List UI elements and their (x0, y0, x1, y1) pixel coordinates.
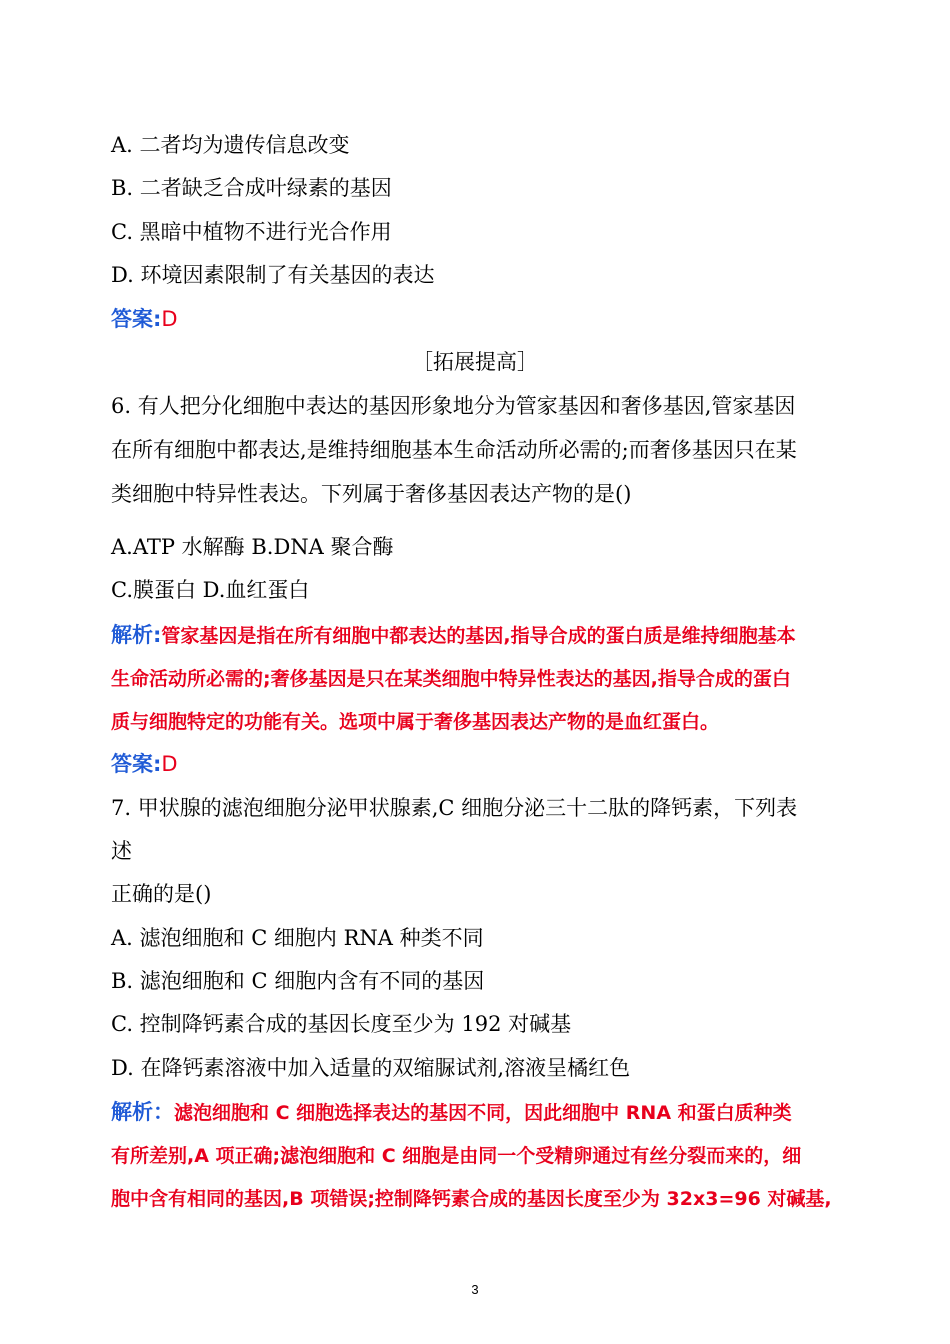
q5-answer-sep: : (153, 307, 162, 331)
q7-option-b: B. 滤泡细胞和 C 细胞内含有不同的基因 (111, 969, 485, 993)
q5-answer-value: D (161, 307, 178, 331)
q5-answer-label: 答案 (111, 307, 153, 331)
q6-analysis-label: 解析 (111, 623, 153, 647)
q7-option-a: A. 滤泡细胞和 C 细胞内 RNA 种类不同 (111, 926, 484, 950)
q5-option-c: C. 黑暗中植物不进行光合作用 (111, 220, 392, 244)
q6-option-cd: C.膜蛋白 D.血红蛋白 (111, 578, 310, 602)
q6-analysis-line-3: 质与细胞特定的功能有关。选项中属于奢侈基因表达产物的是血红蛋白。 (111, 711, 720, 733)
q6-stem-line-1: 6. 有人把分化细胞中表达的基因形象地分为管家基因和奢侈基因,管家基因 (111, 394, 796, 418)
q5-option-b: B. 二者缺乏合成叶绿素的基因 (111, 176, 392, 200)
q6-analysis-sep: : (153, 623, 162, 647)
q6-analysis-line-2: 生命活动所必需的;奢侈基因是只在某类细胞中特异性表达的基因,指导合成的蛋白 (111, 668, 791, 690)
q5-option-a: A. 二者均为遗传信息改变 (111, 133, 350, 157)
q7-analysis-label: 解析 (111, 1100, 153, 1124)
q7-stem-line-2: 述 (111, 839, 132, 863)
q6-answer (111, 751, 178, 777)
q6-analysis-text-1: 管家基因是指在所有细胞中都表达的基因,指导合成的蛋白质是维持细胞基本 (161, 625, 796, 647)
q7-analysis-sep: ： (153, 1100, 174, 1124)
q6-analysis-line-1 (111, 622, 796, 649)
q6-option-ab: A.ATP 水解酶 B.DNA 聚合酶 (111, 535, 394, 559)
q7-option-c: C. 控制降钙素合成的基因长度至少为 192 对碱基 (111, 1012, 572, 1036)
q6-answer-value: D (161, 752, 178, 776)
q7-analysis-line-3: 胞中含有相同的基因,B 项错误;控制降钙素合成的基因长度至少为 32x3=96 对碱基, (111, 1188, 832, 1210)
q7-stem-line-3: 正确的是() (111, 882, 212, 906)
page-number: 3 (471, 1282, 479, 1297)
q7-analysis-line-2: 有所差别,A 项正确;滤泡细胞和 C 细胞是由同一个受精卵通过有丝分裂而来的，细 (111, 1145, 802, 1167)
q5-answer (111, 306, 178, 332)
q5-option-d: D. 环境因素限制了有关基因的表达 (111, 263, 435, 287)
q7-stem-line-1: 7. 甲状腺的滤泡细胞分泌甲状腺素,C 细胞分泌三十二肽的降钙素，下列表 (111, 796, 798, 820)
section-title: ［拓展提高］ (412, 350, 538, 374)
q7-analysis-text-1: 滤泡细胞和 C 细胞选择表达的基因不同，因此细胞中 RNA 和蛋白质种类 (174, 1102, 792, 1124)
q6-stem-line-3: 类细胞中特异性表达。下列属于奢侈基因表达产物的是() (111, 482, 632, 506)
q6-stem-line-2: 在所有细胞中都表达,是维持细胞基本生命活动所必需的;而奢侈基因只在某 (111, 438, 797, 462)
q6-answer-sep: : (153, 752, 162, 776)
q7-analysis-line-1 (111, 1099, 792, 1126)
q7-option-d: D. 在降钙素溶液中加入适量的双缩脲试剂,溶液呈橘红色 (111, 1056, 631, 1080)
q6-answer-label: 答案 (111, 752, 153, 776)
